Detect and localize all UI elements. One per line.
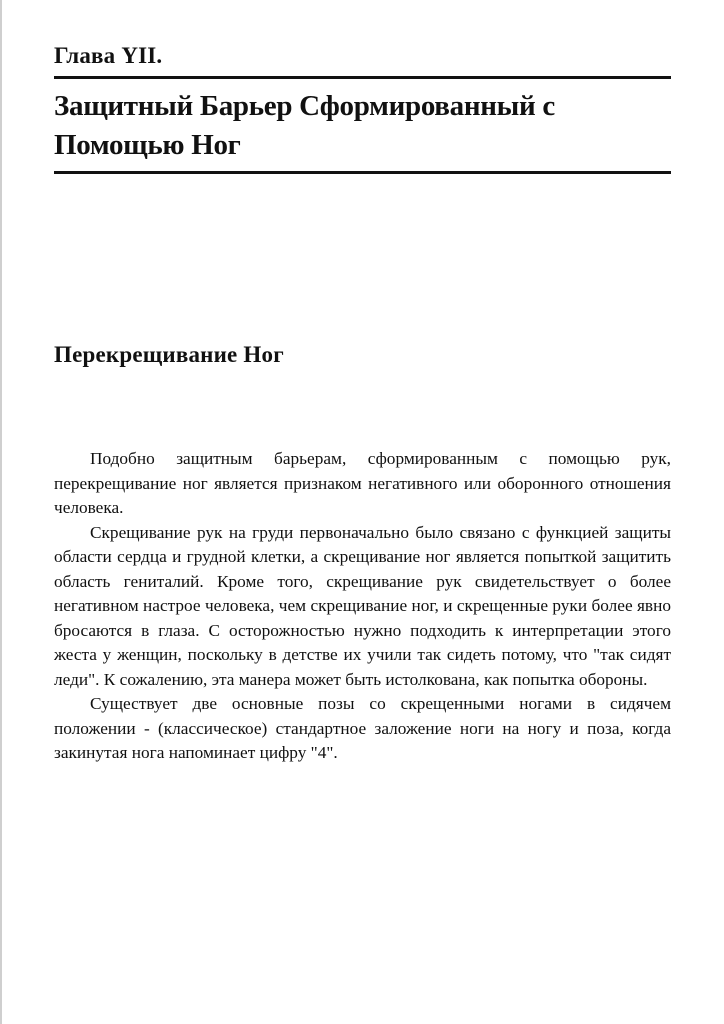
chapter-label: Глава YII.	[54, 43, 163, 68]
body-text	[54, 447, 671, 766]
book-page	[54, 40, 671, 766]
chapter-top-rule	[54, 76, 671, 79]
paragraph: Существует две основные позы со скрещенными ногами в сидячем положении - (классическое) стандартное заложение ноги на ногу и поза, когда закинутая нога напоминает цифру "4".	[54, 694, 671, 762]
chapter-title: Защитный Барьер Сформированный с Помощью Ног	[54, 90, 555, 161]
section-heading: Перекрещивание Ног	[54, 342, 284, 367]
page-edge	[0, 0, 2, 1024]
paragraph: Подобно защитным барьерам, сформированным с помощью рук, перекрещивание ног является признаком негативного или оборонного отношения человека.	[54, 449, 671, 517]
paragraph: Скрещивание рук на груди первоначально было связано с функцией защиты области сердца и грудной клетки, а скрещивание ног является попыткой защитить область гениталий. Кроме того, скрещивание рук свидетельствует о более негативном настрое человека, чем скрещивание ног, и скрещенные руки более явно бросаются в глаза. С осторожностью нужно подходить к интерпретации этого жеста у женщин, поскольку в детстве их учили так сидеть потому, что "так сидят леди". К сожалению, эта манера может быть истолкована, как попытка обороны.	[54, 522, 671, 689]
chapter-bottom-rule	[54, 171, 671, 174]
